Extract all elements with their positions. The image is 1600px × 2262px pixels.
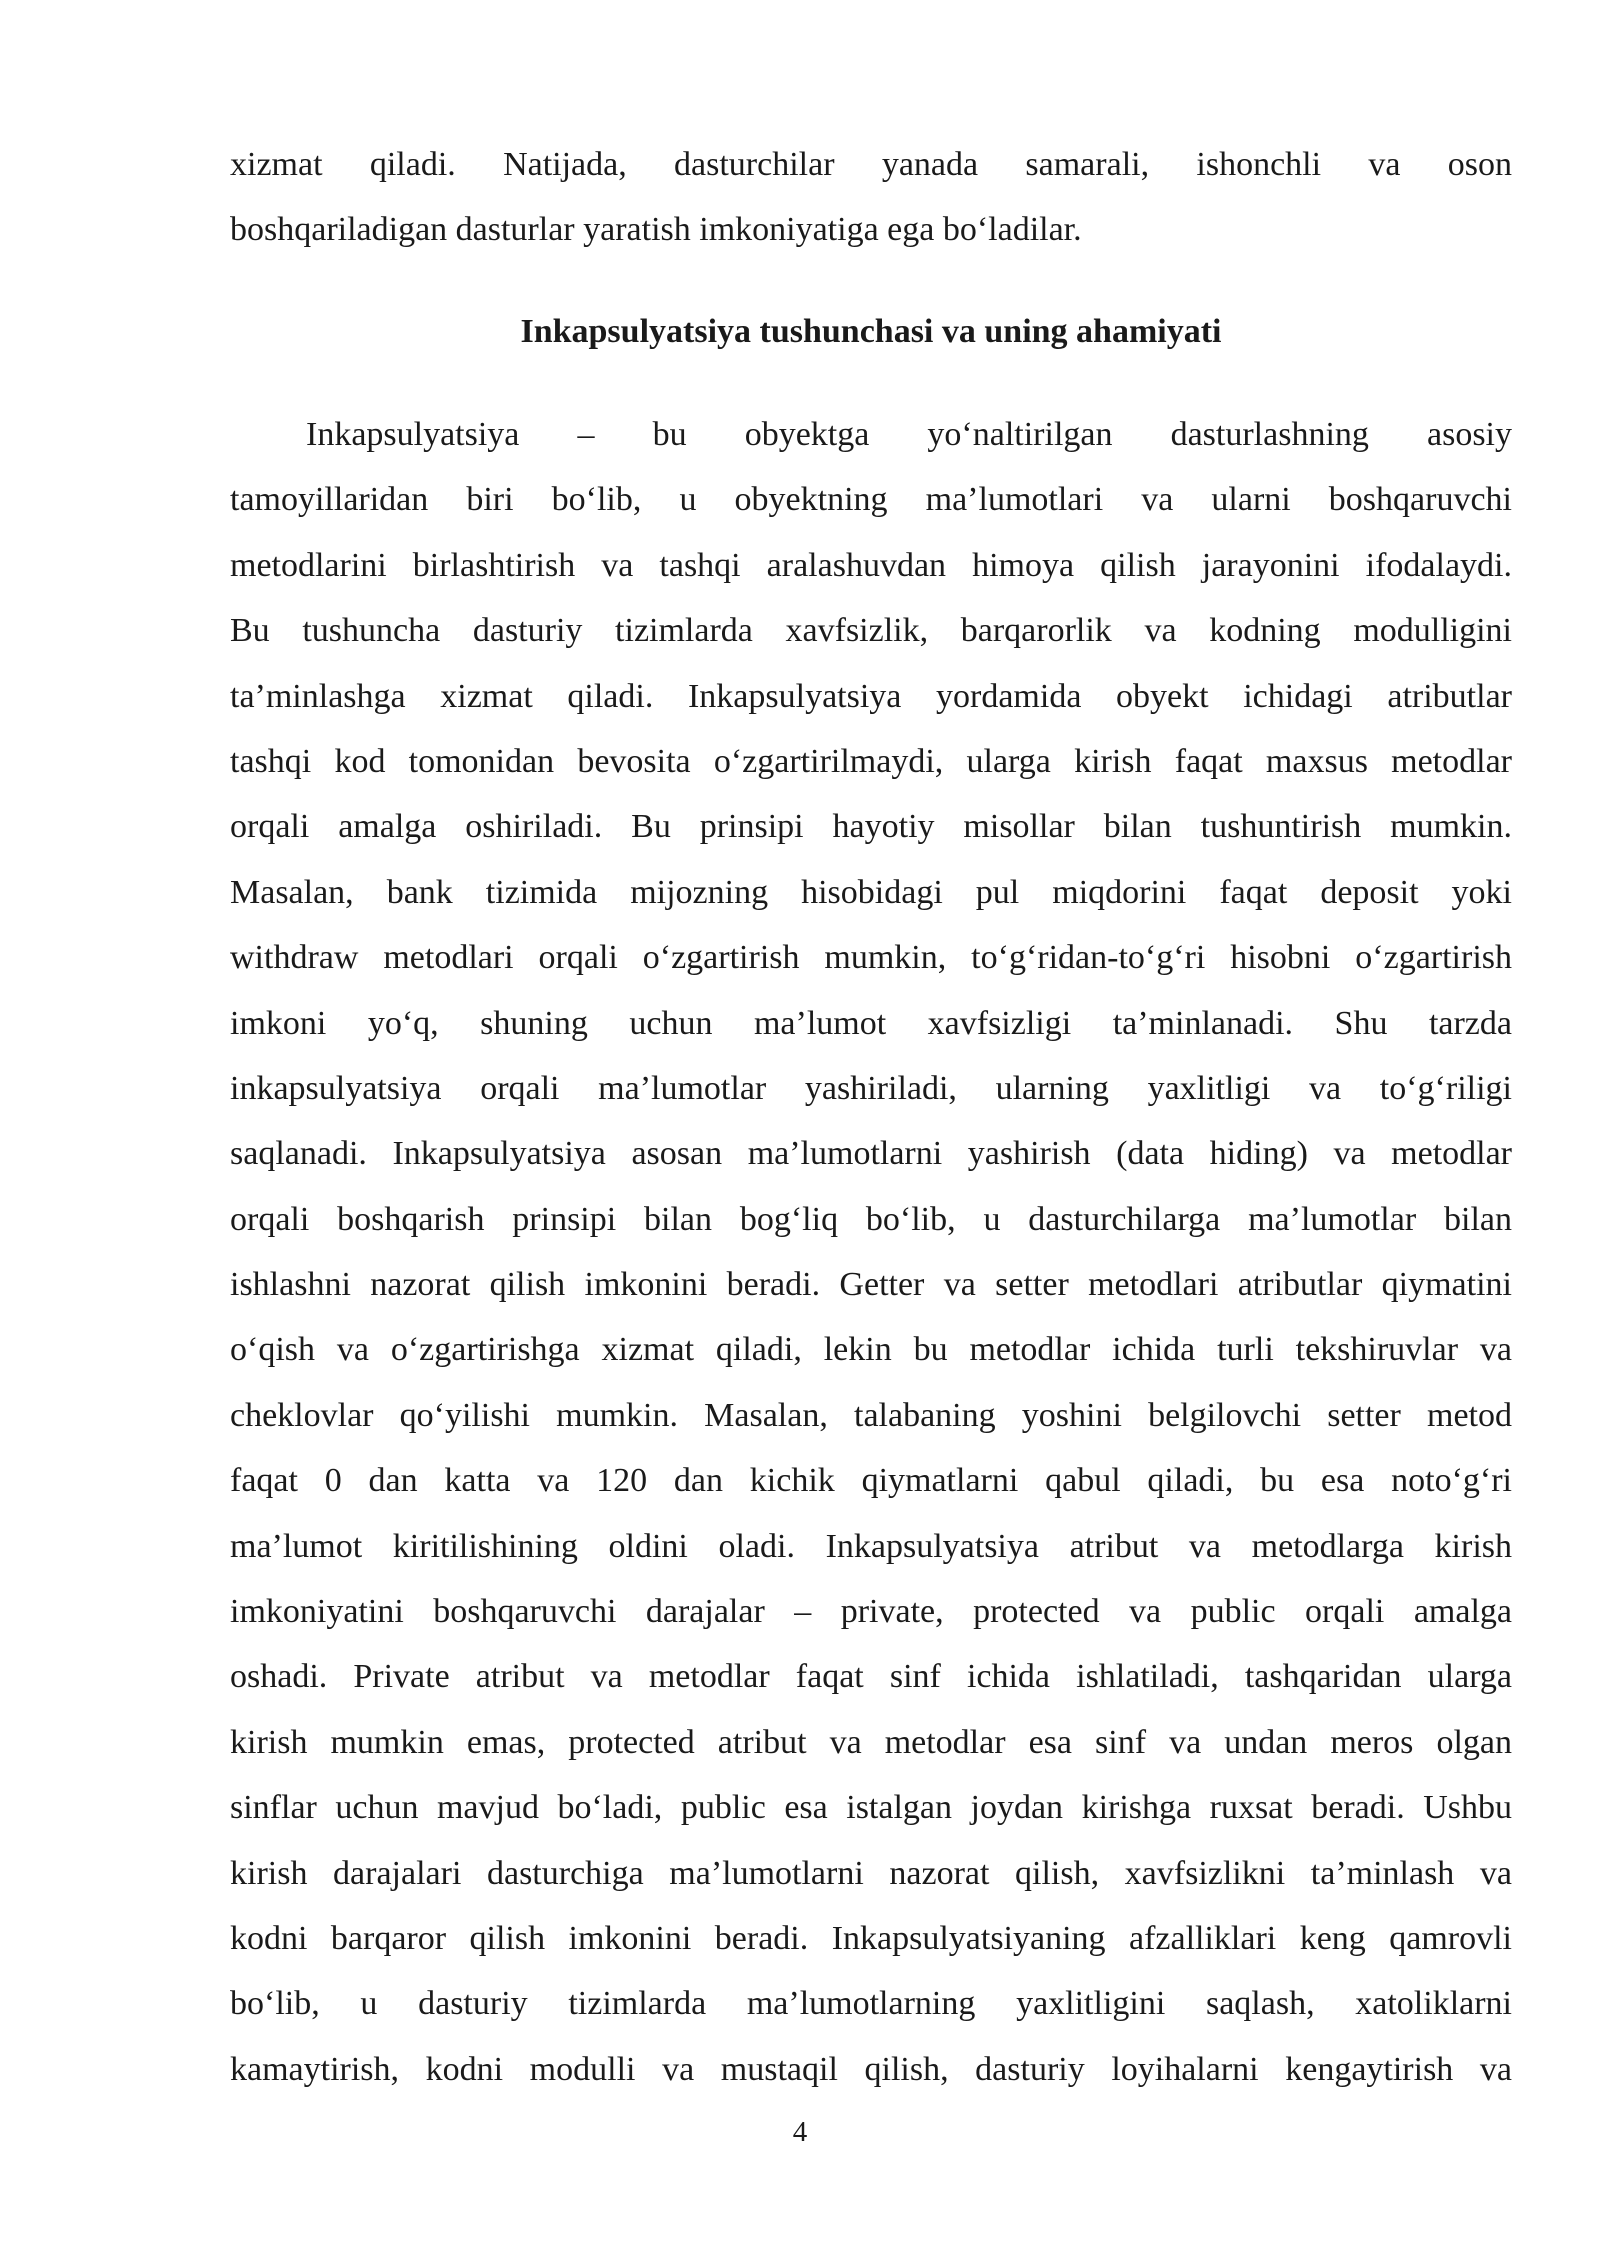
paragraph-line: withdraw metodlari orqali o‘zgartirish mumkin, to‘g‘ridan-to‘g‘ri hisobni o‘zgartirish — [230, 939, 1512, 977]
paragraph-line: Inkapsulyatsiya – bu obyektga yo‘naltirilgan dasturlashning asosiy — [306, 416, 1512, 453]
paragraph-line: metodlarini birlashtirish va tashqi aralashuvdan himoya qilish jarayonini ifodalaydi. — [230, 546, 1512, 584]
paragraph-line: tamoyillaridan biri bo‘lib, u obyektning ma’lumotlari va ularni boshqaruvchi — [230, 481, 1512, 519]
paragraph-line: orqali amalga oshiriladi. Bu prinsipi hayotiy misollar bilan tushuntirish mumkin. — [230, 808, 1512, 846]
intro-paragraph — [230, 132, 1512, 263]
paragraph-line: oshadi. Private atribut va metodlar faqat sinf ichida ishlatiladi, tashqaridan ularga — [230, 1658, 1512, 1696]
paragraph-line: boshqariladigan dasturlar yaratish imkoniyatiga ega bo‘ladilar. — [230, 211, 1082, 249]
paragraph-line: bo‘lib, u dasturiy tizimlarda ma’lumotlarning yaxlitligini saqlash, xatoliklarni — [230, 1985, 1512, 2023]
body-paragraph — [230, 402, 1512, 2102]
paragraph-line: kirish mumkin emas, protected atribut va metodlar esa sinf va undan meros olgan — [230, 1723, 1512, 1761]
paragraph-line: kodni barqaror qilish imkonini beradi. Inkapsulyatsiyaning afzalliklari keng qamrovli — [230, 1919, 1512, 1957]
paragraph-line: Masalan, bank tizimida mijozning hisobidagi pul miqdorini faqat deposit yoki — [230, 873, 1512, 911]
paragraph-line: saqlanadi. Inkapsulyatsiya asosan ma’lumotlarni yashirish (data hiding) va metodlar — [230, 1135, 1512, 1173]
paragraph-line: Bu tushuncha dasturiy tizimlarda xavfsizlik, barqarorlik va kodning modulligini — [230, 612, 1512, 650]
paragraph-line: faqat 0 dan katta va 120 dan kichik qiymatlarni qabul qiladi, bu esa noto‘g‘ri — [230, 1462, 1512, 1500]
paragraph-line: inkapsulyatsiya orqali ma’lumotlar yashiriladi, ularning yaxlitligi va to‘g‘riligi — [230, 1069, 1512, 1107]
paragraph-line: imkoniyatini boshqaruvchi darajalar – private, protected va public orqali amalga — [230, 1593, 1512, 1631]
paragraph-line: kirish darajalari dasturchiga ma’lumotlarni nazorat qilish, xavfsizlikni ta’minlash va — [230, 1854, 1512, 1892]
paragraph-line: o‘qish va o‘zgartirishga xizmat qiladi, lekin bu metodlar ichida turli tekshiruvlar va — [230, 1331, 1512, 1369]
paragraph-line: ma’lumot kiritilishining oldini oladi. Inkapsulyatsiya atribut va metodlarga kirish — [230, 1527, 1512, 1565]
paragraph-line: ta’minlashga xizmat qiladi. Inkapsulyatsiya yordamida obyekt ichidagi atributlar — [230, 677, 1512, 715]
paragraph-line: imkoni yo‘q, shuning uchun ma’lumot xavfsizligi ta’minlanadi. Shu tarzda — [230, 1004, 1512, 1042]
paragraph-line: orqali boshqarish prinsipi bilan bog‘liq bo‘lib, u dasturchilarga ma’lumotlar bilan — [230, 1200, 1512, 1238]
paragraph-line: ishlashni nazorat qilish imkonini beradi. Getter va setter metodlari atributlar qiymatini — [230, 1266, 1512, 1304]
paragraph-line: cheklovlar qo‘yilishi mumkin. Masalan, talabaning yoshini belgilovchi setter metod — [230, 1396, 1512, 1434]
section-heading: Inkapsulyatsiya tushunchasi va uning ahamiyati — [520, 313, 1222, 350]
page-number: 4 — [792, 2116, 808, 2148]
paragraph-line: xizmat qiladi. Natijada, dasturchilar yanada samarali, ishonchli va oson — [230, 146, 1512, 183]
paragraph-line: sinflar uchun mavjud bo‘ladi, public esa istalgan joydan kirishga ruxsat beradi. Ushbu — [230, 1789, 1512, 1827]
paragraph-line: tashqi kod tomonidan bevosita o‘zgartirilmaydi, ularga kirish faqat maxsus metodlar — [230, 742, 1512, 780]
paragraph-line: kamaytirish, kodni modulli va mustaqil qilish, dasturiy loyihalarni kengaytirish va — [230, 2050, 1512, 2088]
